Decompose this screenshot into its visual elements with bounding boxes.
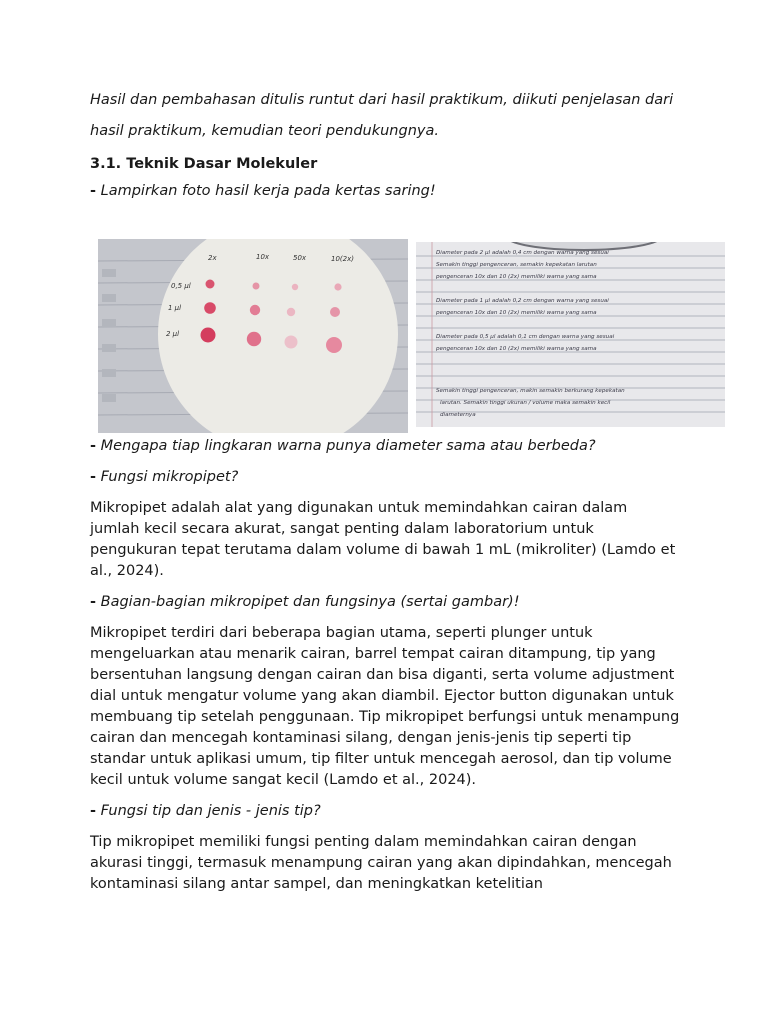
note-line: pengenceran 10x dan 10 (2x) memiliki warna yang sama — [436, 310, 597, 316]
question-dash: - — [90, 183, 97, 199]
question-text: Fungsi mikropipet? — [96, 469, 239, 485]
col-label: 10(2x) — [331, 255, 354, 263]
question-text: Lampirkan foto hasil kerja pada kertas saring! — [96, 183, 436, 199]
note-line: Diameter pada 2 µl adalah 0,4 cm dengan warna yang sesuai — [436, 250, 609, 256]
dot — [287, 308, 295, 316]
question-micropipette-parts — [90, 592, 680, 613]
note-line: Semakin tinggi pengenceran, makin semakin berkurang kepekatan — [436, 388, 625, 394]
dot — [201, 328, 216, 343]
dot — [292, 284, 298, 290]
row-label: 2 µl — [166, 330, 180, 338]
question-micropipette-function — [90, 467, 680, 488]
question-dash: - — [90, 594, 97, 610]
intro-line-1: Hasil dan pembahasan ditulis runtut dari hasil praktikum, diikuti penjelasan dari — [90, 92, 674, 108]
dot — [253, 283, 260, 290]
question-attach-photo — [90, 181, 680, 202]
question-diameter — [90, 436, 680, 457]
question-tip-function — [90, 801, 680, 822]
answer-micropipette-function: Mikropipet adalah alat yang digunakan untuk memindahkan cairan dalam jumlah kecil secara akurat, sangat penting dalam laboratorium untuk pengukuran tepat terutama dalam volume di bawah 1 mL (mikroliter) (Lamdo et al., 2024). — [90, 500, 676, 579]
note-line: larutan. Semakin tinggi ukuran / volume maka semakin kecil — [440, 400, 611, 406]
dot — [285, 336, 298, 349]
note-line: pengenceran 10x dan 10 (2x) memiliki warna yang sama — [436, 346, 597, 352]
col-label: 2x — [208, 254, 217, 262]
answer-micropipette-parts: Mikropipet terdiri dari beberapa bagian utama, seperti plunger untuk mengeluarkan atau menarik cairan, barrel tempat cairan ditampung, tip yang bersentuhan langsung dengan cairan dan bisa diganti, serta volume adjustment dial untuk mengatur volume yang akan diambil. Ejector button digunakan untuk membuang tip setelah penggunaan. Tip mikropipet berfungsi untuk menampung cairan dan mencegah kontaminasi silang, dengan jenis-jenis tip seperti tip standar untuk aplikasi umum, tip filter untuk mencegah aerosol, dan tip volume kecil untuk volume sangat kecil (Lamdo et al., 2024). — [90, 625, 680, 788]
note-line: diameternya — [440, 412, 476, 418]
filter-paper-image — [98, 239, 408, 433]
dot — [334, 283, 341, 290]
dot — [250, 305, 260, 315]
dot — [247, 332, 261, 346]
row-label: 1 µl — [168, 304, 182, 312]
question-dash: - — [90, 438, 97, 454]
dot — [204, 302, 216, 314]
row-label: 0,5 µl — [171, 282, 191, 290]
intro-line-2: hasil praktikum, kemudian teori pendukungnya. — [90, 123, 439, 139]
dot — [330, 307, 340, 317]
question-dash: - — [90, 469, 97, 485]
answer-tip-function: Tip mikropipet memiliki fungsi penting dalam memindahkan cairan dengan akurasi tinggi, termasuk menampung cairan yang akan dipindahkan, mencegah kontaminasi silang antar sampel, dan meningkatkan ketelitian — [90, 834, 672, 892]
handwritten-notes-image — [416, 242, 725, 427]
note-line: Diameter pada 1 µl adalah 0,2 cm dengan warna yang sesuai — [436, 298, 609, 304]
question-text: Fungsi tip dan jenis - jenis tip? — [96, 803, 321, 819]
col-label: 50x — [293, 254, 307, 262]
question-text: Bagian-bagian mikropipet dan fungsinya (sertai gambar)! — [96, 594, 520, 610]
filter-paper-photo — [98, 239, 408, 433]
question-text: Mengapa tiap lingkaran warna punya diameter sama atau berbeda? — [96, 438, 596, 454]
col-label: 10x — [256, 253, 270, 261]
dot — [326, 337, 342, 353]
attached-photos — [98, 239, 728, 433]
document-body — [90, 90, 680, 895]
note-line: Diameter pada 0,5 µl adalah 0,1 cm dengan warna yang sesuai — [436, 334, 615, 340]
note-line: pengenceran 10x dan 10 (2x) memiliki warna yang sama — [436, 274, 597, 280]
note-line: Semakin tinggi pengenceran, semakin kepekatan larutan — [436, 262, 597, 268]
section-heading: 3.1. Teknik Dasar Molekuler — [90, 156, 318, 172]
dot — [206, 280, 215, 289]
question-dash: - — [90, 803, 97, 819]
handwritten-notes-photo — [416, 242, 725, 427]
